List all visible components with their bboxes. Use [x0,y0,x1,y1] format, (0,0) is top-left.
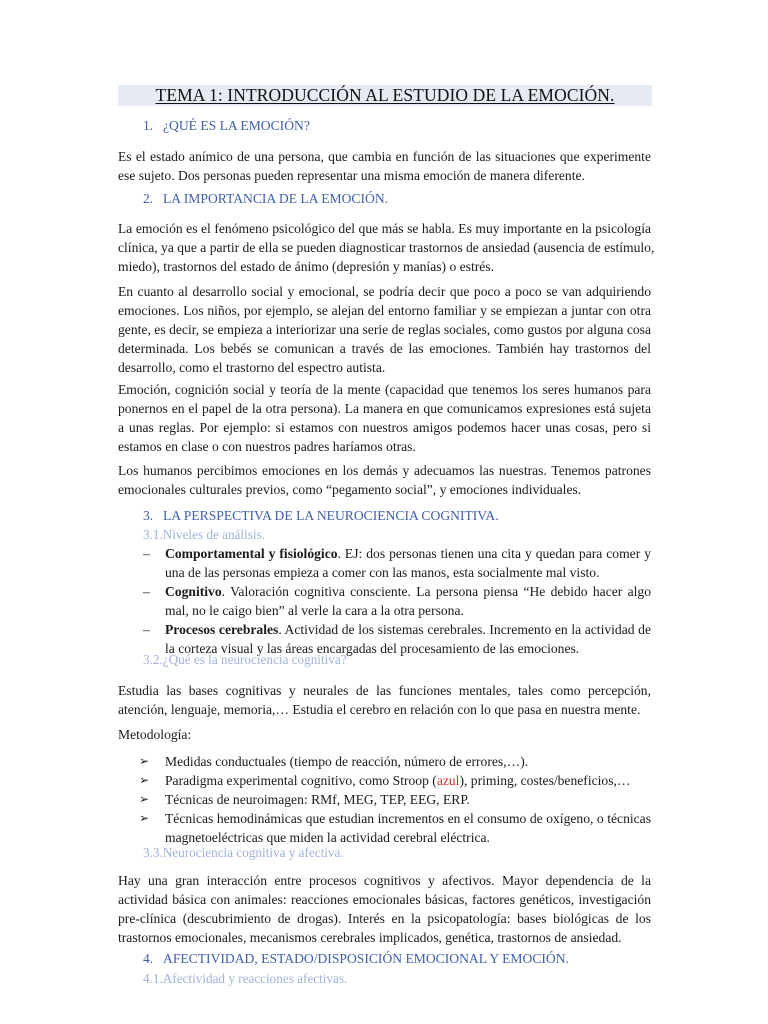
document-title: TEMA 1: INTRODUCCIÓN AL ESTUDIO DE LA EMOCIÓN. [118,85,652,106]
section-1-heading [143,118,310,134]
highlighted-word: azul [436,773,460,789]
list-item: ➢ Medidas conductuales (tiempo de reacción, número de errores,…). [118,752,651,771]
section-title: ¿QUÉ ES LA EMOCIÓN? [163,118,310,133]
paragraph: La emoción es el fenómeno psicológico del que más se habla. Es muy importante en la psicología clínica, ya que a partir de ella se pueden diagnosticar trastornos de ansiedad (ausencia de estímulo, miedo), trastornos del estado de ánimo (depresión y manías) o estrés. [118,221,655,275]
list-item: – Comportamental y fisiológico. EJ: dos personas tienen una cita y quedan para comer y una de las personas empieza a comer con las manos, esta socialmente mal visto. [143,546,651,581]
dash-marker: – [143,584,150,600]
section-3-heading [143,508,499,524]
list-item-term: Procesos cerebrales [165,622,279,638]
dash-marker: – [143,622,150,638]
section-title: LA PERSPECTIVA DE LA NEUROCIENCIA COGNITIVA. [163,508,499,523]
subsection-4-1-heading: 4.1.Afectividad y reacciones afectivas. [143,971,348,986]
list-item: ➢ Paradigma experimental cognitivo, como Stroop (azul), priming, costes/beneficios,… [118,771,651,790]
subsection-3-3-heading: 3.3.Neurociencia cognitiva y afectiva. [143,845,344,860]
list-item: – Procesos cerebrales. Actividad de los sistemas cerebrales. Incremento en la actividad de la corteza visual y las áreas encargadas del procesamiento de las emociones. [143,622,651,657]
paragraph: Estudia las bases cognitivas y neurales de las funciones mentales, tales como percepción, atención, lenguaje, memoria,… Estudia el cerebro en relación con lo que pasa en nuestra mente. [118,683,651,718]
list-item-term: Comportamental y fisiológico [165,546,338,561]
analysis-levels-list [118,544,651,659]
section-4-heading [143,951,569,967]
arrow-bullet-icon: ➢ [139,792,150,807]
paragraph: Emoción, cognición social y teoría de la mente (capacidad que tenemos los seres humanos para ponernos en el papel de la otra persona). La manera en que comunicamos expresiones está sujeta a unas reglas. Por ejemplo: si estamos con nuestros amigos podemos hacer unas cosas, pero si estamos en clase o con nuestros padres haríamos otras. [118,382,651,455]
paragraph: Hay una gran interacción entre procesos cognitivos y afectivos. Mayor dependencia de la actividad básica con animales: reacciones emocionales básicas, factores genéticos, investigación pre-clínica (descubrimiento de drogas). Interés en la psicopatología: bases biológicas de los trastornos emocionales, mecanismos cerebrales implicados, genética, trastornos de ansiedad. [118,873,651,946]
metodologia-label: Metodología: [118,727,192,742]
paragraph: En cuanto al desarrollo social y emocional, se podría decir que poco a poco se van adquiriendo emociones. Los niños, por ejemplo, se alejan del entorno familiar y se empiezan a juntar con otra gente, es decir, se empieza a interiorizar una serie de reglas sociales, como gustos por alguna cosa determinada. Los bebés se comunican a través de las emociones. También hay trastornos del desarrollo, como el trastorno del espectro autista. [118,284,651,376]
dash-marker: – [143,546,150,561]
paragraph: Es el estado anímico de una persona, que cambia en función de las situaciones que experimente ese sujeto. Dos personas pueden representar una misma emoción de manera diferente. [118,149,651,184]
list-item-term: Cognitivo [165,584,222,600]
list-item: – Cognitivo. Valoración cognitiva consciente. La persona piensa “He debido hacer algo mal, no le caigo bien” al verle la cara a la otra persona. [143,584,651,619]
arrow-bullet-icon: ➢ [139,773,150,788]
arrow-bullet-icon: ➢ [139,811,150,826]
section-number: 2. [143,191,154,206]
section-title: LA IMPORTANCIA DE LA EMOCIÓN. [163,191,389,206]
list-item: ➢ Técnicas hemodinámicas que estudian incrementos en el consumo de oxígeno, o técnicas magnetoeléctricas que miden la actividad cerebral eléctrica. [139,811,651,846]
subsection-3-2-heading: 3.2.¿Qué es la neurociencia cognitiva? [143,652,347,667]
methodology-list [118,752,651,847]
paragraph: Los humanos percibimos emociones en los demás y adecuamos las nuestras. Tenemos patrones emocionales culturales previos, como “pegamento social”, y emociones individuales. [118,463,651,498]
subsection-3-1-heading: 3.1.Niveles de análisis. [143,527,265,542]
section-number: 1. [143,118,154,133]
section-number: 3. [143,508,154,523]
section-2-heading [143,191,388,207]
section-title: AFECTIVIDAD, ESTADO/DISPOSICIÓN EMOCIONAL Y EMOCIÓN. [163,951,569,966]
list-item: ➢ Técnicas de neuroimagen: RMf, MEG, TEP, EEG, ERP. [118,790,651,809]
section-number: 4. [143,951,154,966]
arrow-bullet-icon: ➢ [139,754,150,768]
